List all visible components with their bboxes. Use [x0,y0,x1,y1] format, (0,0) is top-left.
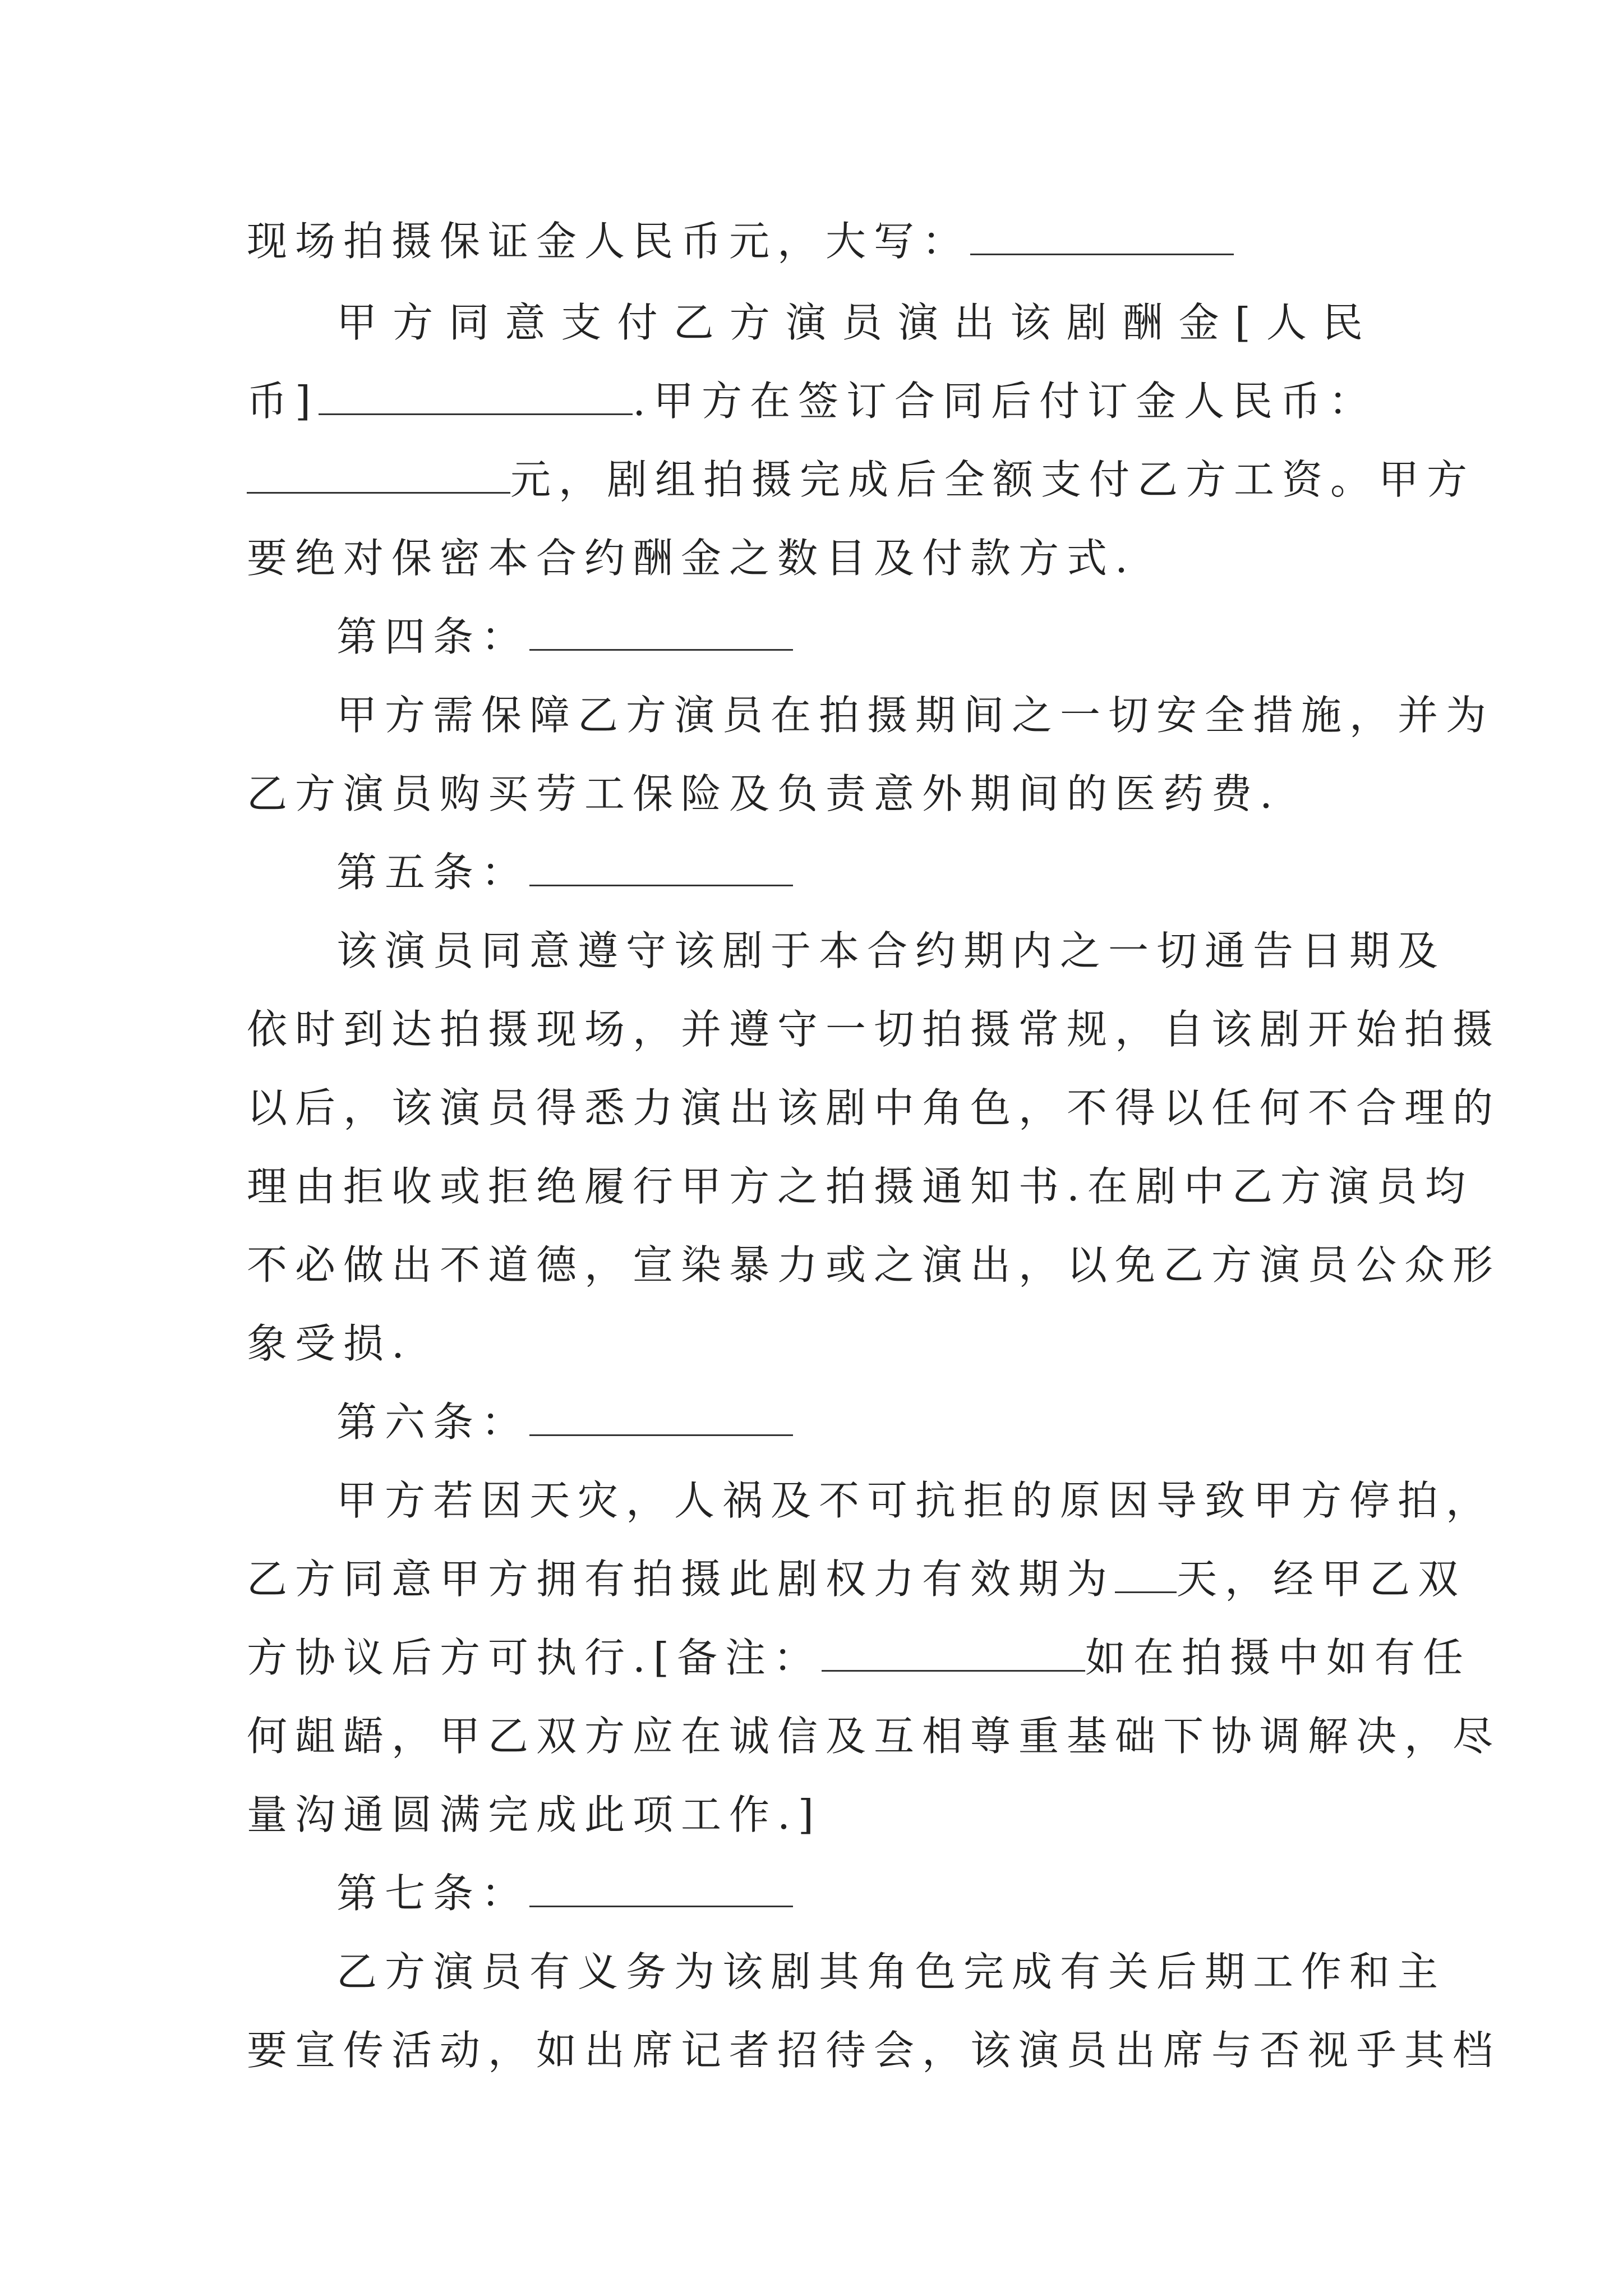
paragraph-line [336,1932,1446,2011]
paragraph-line [336,912,1446,990]
text: 乙方演员购买劳工保险及负责意外期间的医药费. [247,770,1280,817]
article-heading-5 [336,833,1374,912]
fill-blank [247,453,510,494]
paragraph-line [247,440,1476,519]
text: 不必做出不道德，宣染暴力或之演出，以免乙方演员公众形 [247,1241,1501,1289]
fill-blank [822,1631,1085,1672]
paragraph-line [247,202,1374,280]
paragraph-line [247,1069,1501,1147]
paragraph-line [247,990,1501,1069]
paragraph-line [247,362,1377,440]
fill-blank [970,214,1234,255]
text: 第四条： [336,613,530,660]
paragraph-line [247,1226,1501,1304]
paragraph-line [247,1697,1501,1775]
text: 量沟通圆满完成此项工作.] [247,1791,822,1838]
text: 甲方若因天灾，人祸及不可抗拒的原因导致甲方停拍， [336,1477,1495,1524]
fill-blank [529,610,793,651]
paragraph-line [336,676,1495,754]
text: 依时到达拍摄现场，并遵守一切拍摄常规，自该剧开始拍摄 [247,1006,1501,1053]
text: 甲方同意支付乙方演员演出该剧酬金[人民 [336,299,1363,346]
paragraph-line [247,754,1374,833]
text: 第七条： [336,1870,530,1917]
text: 以后，该演员得悉力演出该剧中角色，不得以任何不合理的 [247,1084,1501,1131]
text: 第五条： [336,849,530,896]
text: 要绝对保密本合约酬金之数目及付款方式. [247,535,1136,582]
fill-blank [319,374,633,415]
text: 天，经甲乙双 [1177,1556,1467,1603]
paragraph-line [336,1461,1495,1540]
fill-blank [529,1866,793,1907]
text: 甲方需保障乙方演员在拍摄期间之一切安全措施，并为 [336,692,1495,739]
text: 理由拒收或拒绝履行甲方之拍摄通知书.在剧中乙方演员均 [247,1163,1473,1210]
paragraph-line [247,1304,1374,1383]
fill-blank [529,1395,793,1436]
fill-blank [529,845,793,886]
text: 现场拍摄保证金人民币元，大写： [247,218,971,265]
text: 第六条： [336,1398,530,1446]
paragraph-line [247,1618,1471,1697]
text: 乙方同意甲方拥有拍摄此剧权力有效期为 [247,1556,1115,1603]
text: 乙方演员有义务为该剧其角色完成有关后期工作和主 [336,1948,1446,1995]
article-heading-4 [336,597,1374,676]
text: 元，剧组拍摄完成后全额支付乙方工资。甲方 [510,456,1476,503]
text: 象受损. [247,1320,412,1367]
text: 要宣传活动，如出席记者招待会，该演员出席与否视乎其档 [247,2027,1501,2074]
fill-blank [1115,1552,1177,1593]
text: 何龃龉，甲乙双方应在诚信及互相尊重基础下协调解决，尽 [247,1713,1501,1760]
paragraph-line [247,2011,1501,2090]
text: 该演员同意遵守该剧于本合约期内之一切通告日期及 [336,927,1446,974]
article-heading-6 [336,1383,1374,1461]
paragraph-line [247,519,1374,597]
paragraph-line [247,1540,1467,1618]
paragraph-line [247,1775,1374,1854]
text: 币] [247,378,319,425]
text: 如在拍摄中如有任 [1085,1634,1471,1681]
paragraph-line [336,283,1363,362]
paragraph-line [247,1147,1473,1226]
article-heading-7 [336,1854,1374,1932]
text: 方协议后方可执行.[备注： [247,1634,822,1681]
text: .甲方在签订合同后付订金人民币： [633,378,1377,425]
